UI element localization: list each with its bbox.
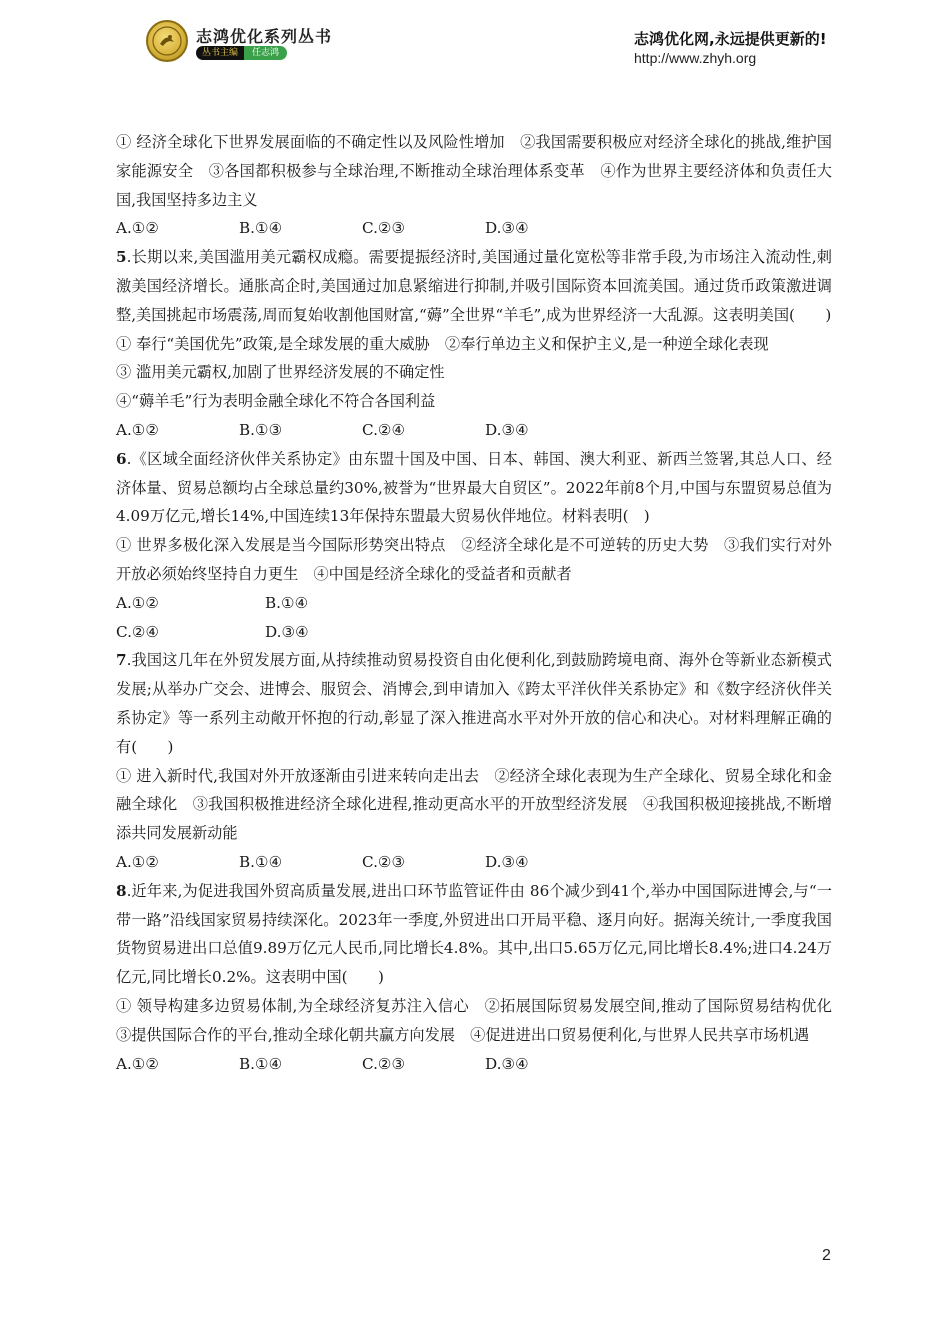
q5-option-b[interactable]: B.①③ (239, 420, 283, 439)
q8-option-a[interactable]: A.①② (116, 1054, 160, 1073)
question-content (116, 128, 848, 1078)
q5-options (116, 416, 832, 445)
q6-statements: ① 世界多极化深入发展是当今国际形势突出特点 ②经济全球化是不可逆转的历史大势 ③我们实行对外开放必须始终坚持自力更生 ④中国是经济全球化的受益者和贡献者 (116, 536, 832, 583)
q8-options (116, 1050, 832, 1079)
q5-stem (116, 243, 832, 329)
q4-option-a[interactable]: A.①② (116, 219, 160, 238)
q6-options-row-1 (116, 589, 832, 618)
q7-stem (116, 646, 832, 761)
series-logo-seal (146, 20, 188, 62)
q6-number: 6 (116, 449, 127, 468)
q6-option-c[interactable]: C.②④ (116, 622, 160, 641)
q5-stem-text: .长期以来,美国滥用美元霸权成瘾。需要提振经济时,美国通过量化宽松等非常手段,为市场注入流动性,刺激美国经济增长。通胀高企时,美国通过加息紧缩进行抑制,并吸引国际资本回流美国。通过货币政策激进调整,美国挑起市场震荡,周而复始收割他国财富,“薅”全世界“羊毛”,成为世界经济一大乱源。这表明美国( ) (116, 248, 832, 324)
q5-option-d[interactable]: D.③④ (485, 420, 529, 439)
q6-stem (116, 445, 832, 531)
q6-stem-text: .《区域全面经济伙伴关系协定》由东盟十国及中国、日本、韩国、澳大利亚、新西兰签署,其总人口、经济体量、贸易总额均占全球总量约30%,被誉为“世界最大自贸区”。2022年前8个月,中国与东盟贸易总值为4.09万亿元,增长14%,中国连续13年保持东盟最大贸易伙伴地位。材料表明( ) (116, 449, 832, 526)
q7-statements: ① 进入新时代,我国对外开放逐渐由引进来转向走出去 ②经济全球化表现为生产全球化、贸易全球化和金融全球化 ③我国积极推进经济全球化进程,推动更高水平的开放型经济发展 ④我国积极迎接挑战,不断增添共同发展新动能 (116, 766, 832, 843)
series-title: 志鸿优化系列丛书 (196, 27, 333, 46)
q6-option-a[interactable]: A.①② (116, 593, 160, 612)
q6-options-row-2 (116, 618, 832, 647)
q8-number: 8 (116, 881, 127, 900)
q5-statement-1-2: ① 奉行“美国优先”政策,是全球发展的重大威胁 ②奉行单边主义和保护主义,是一种逆全球化表现 (116, 334, 769, 353)
q4-statements: ① 经济全球化下世界发展面临的不确定性以及风险性增加 ②我国需要积极应对经济全球化的挑战,维护国家能源安全 ③各国都积极参与全球治理,不断推动全球治理体系变革 ④作为世界主要经济体和负责任大国,我国坚持多边主义 (116, 133, 832, 209)
q4-option-d[interactable]: D.③④ (485, 219, 529, 238)
q7-option-a[interactable]: A.①② (116, 852, 160, 871)
site-url-link[interactable]: http://www.zhyh.org (634, 50, 757, 66)
q4-options (116, 214, 832, 243)
q8-stem-text: .近年来,为促进我国外贸高质量发展,进出口环节监管证件由 86个减少到41个,举办中国国际进博会,与“一带一路”沿线国家贸易持续深化。2023年一季度,外贸进出口开局平稳、逐月向好。据海关统计,一季度我国货物贸易进出口总值9.89万亿元人民币,同比增长4.8%。其中,出口5.65万亿元,同比增长8.4%;进口4.24万亿元,同比增长0.2%。这表明中国( ) (116, 881, 832, 987)
q6-option-b[interactable]: B.①④ (265, 593, 309, 612)
page-header (0, 0, 950, 90)
q5-option-c[interactable]: C.②④ (362, 420, 406, 439)
editor-label: 丛书主编 (196, 46, 244, 60)
q8-option-b[interactable]: B.①④ (239, 1054, 283, 1073)
q5-statement-4: ④“薅羊毛”行为表明金融全球化不符合各国利益 (116, 392, 436, 411)
q7-option-b[interactable]: B.①④ (239, 852, 283, 871)
q4-option-b[interactable]: B.①④ (239, 219, 283, 238)
q8-option-d[interactable]: D.③④ (485, 1054, 529, 1073)
site-slogan: 志鸿优化网,永远提供更新的! (634, 30, 827, 48)
editor-name: 任志鸿 (244, 46, 287, 60)
q4-option-c[interactable]: C.②③ (362, 219, 406, 238)
q6-option-d[interactable]: D.③④ (265, 622, 309, 641)
q7-option-d[interactable]: D.③④ (485, 852, 529, 871)
q7-option-c[interactable]: C.②③ (362, 852, 406, 871)
q5-statement-3: ③ 滥用美元霸权,加剧了世界经济发展的不确定性 (116, 363, 445, 382)
q7-options (116, 848, 832, 877)
q7-stem-text: .我国这几年在外贸发展方面,从持续推动贸易投资自由化便利化,到鼓励跨境电商、海外仓等新业态新模式发展;从举办广交会、进博会、服贸会、消博会,到申请加入《跨太平洋伙伴关系协定》和《数字经济伙伴关系协定》等一系列主动敞开怀抱的行动,彰显了深入推进高水平对外开放的信心和决心。对材料理解正确的有( ) (116, 651, 832, 756)
q5-number: 5 (116, 248, 127, 267)
q7-number: 7 (116, 651, 127, 670)
editor-badge (196, 46, 287, 60)
q8-option-c[interactable]: C.②③ (362, 1054, 406, 1073)
q8-stem (116, 877, 832, 992)
page-number: 2 (822, 1247, 831, 1264)
q5-option-a[interactable]: A.①② (116, 420, 160, 439)
q8-statements: ① 领导构建多边贸易体制,为全球经济复苏注入信心 ②拓展国际贸易发展空间,推动了国际贸易结构优化 ③提供国际合作的平台,推动全球化朝共赢方向发展 ④促进进出口贸易便利化,与世界人民共享市场机遇 (116, 996, 848, 1044)
